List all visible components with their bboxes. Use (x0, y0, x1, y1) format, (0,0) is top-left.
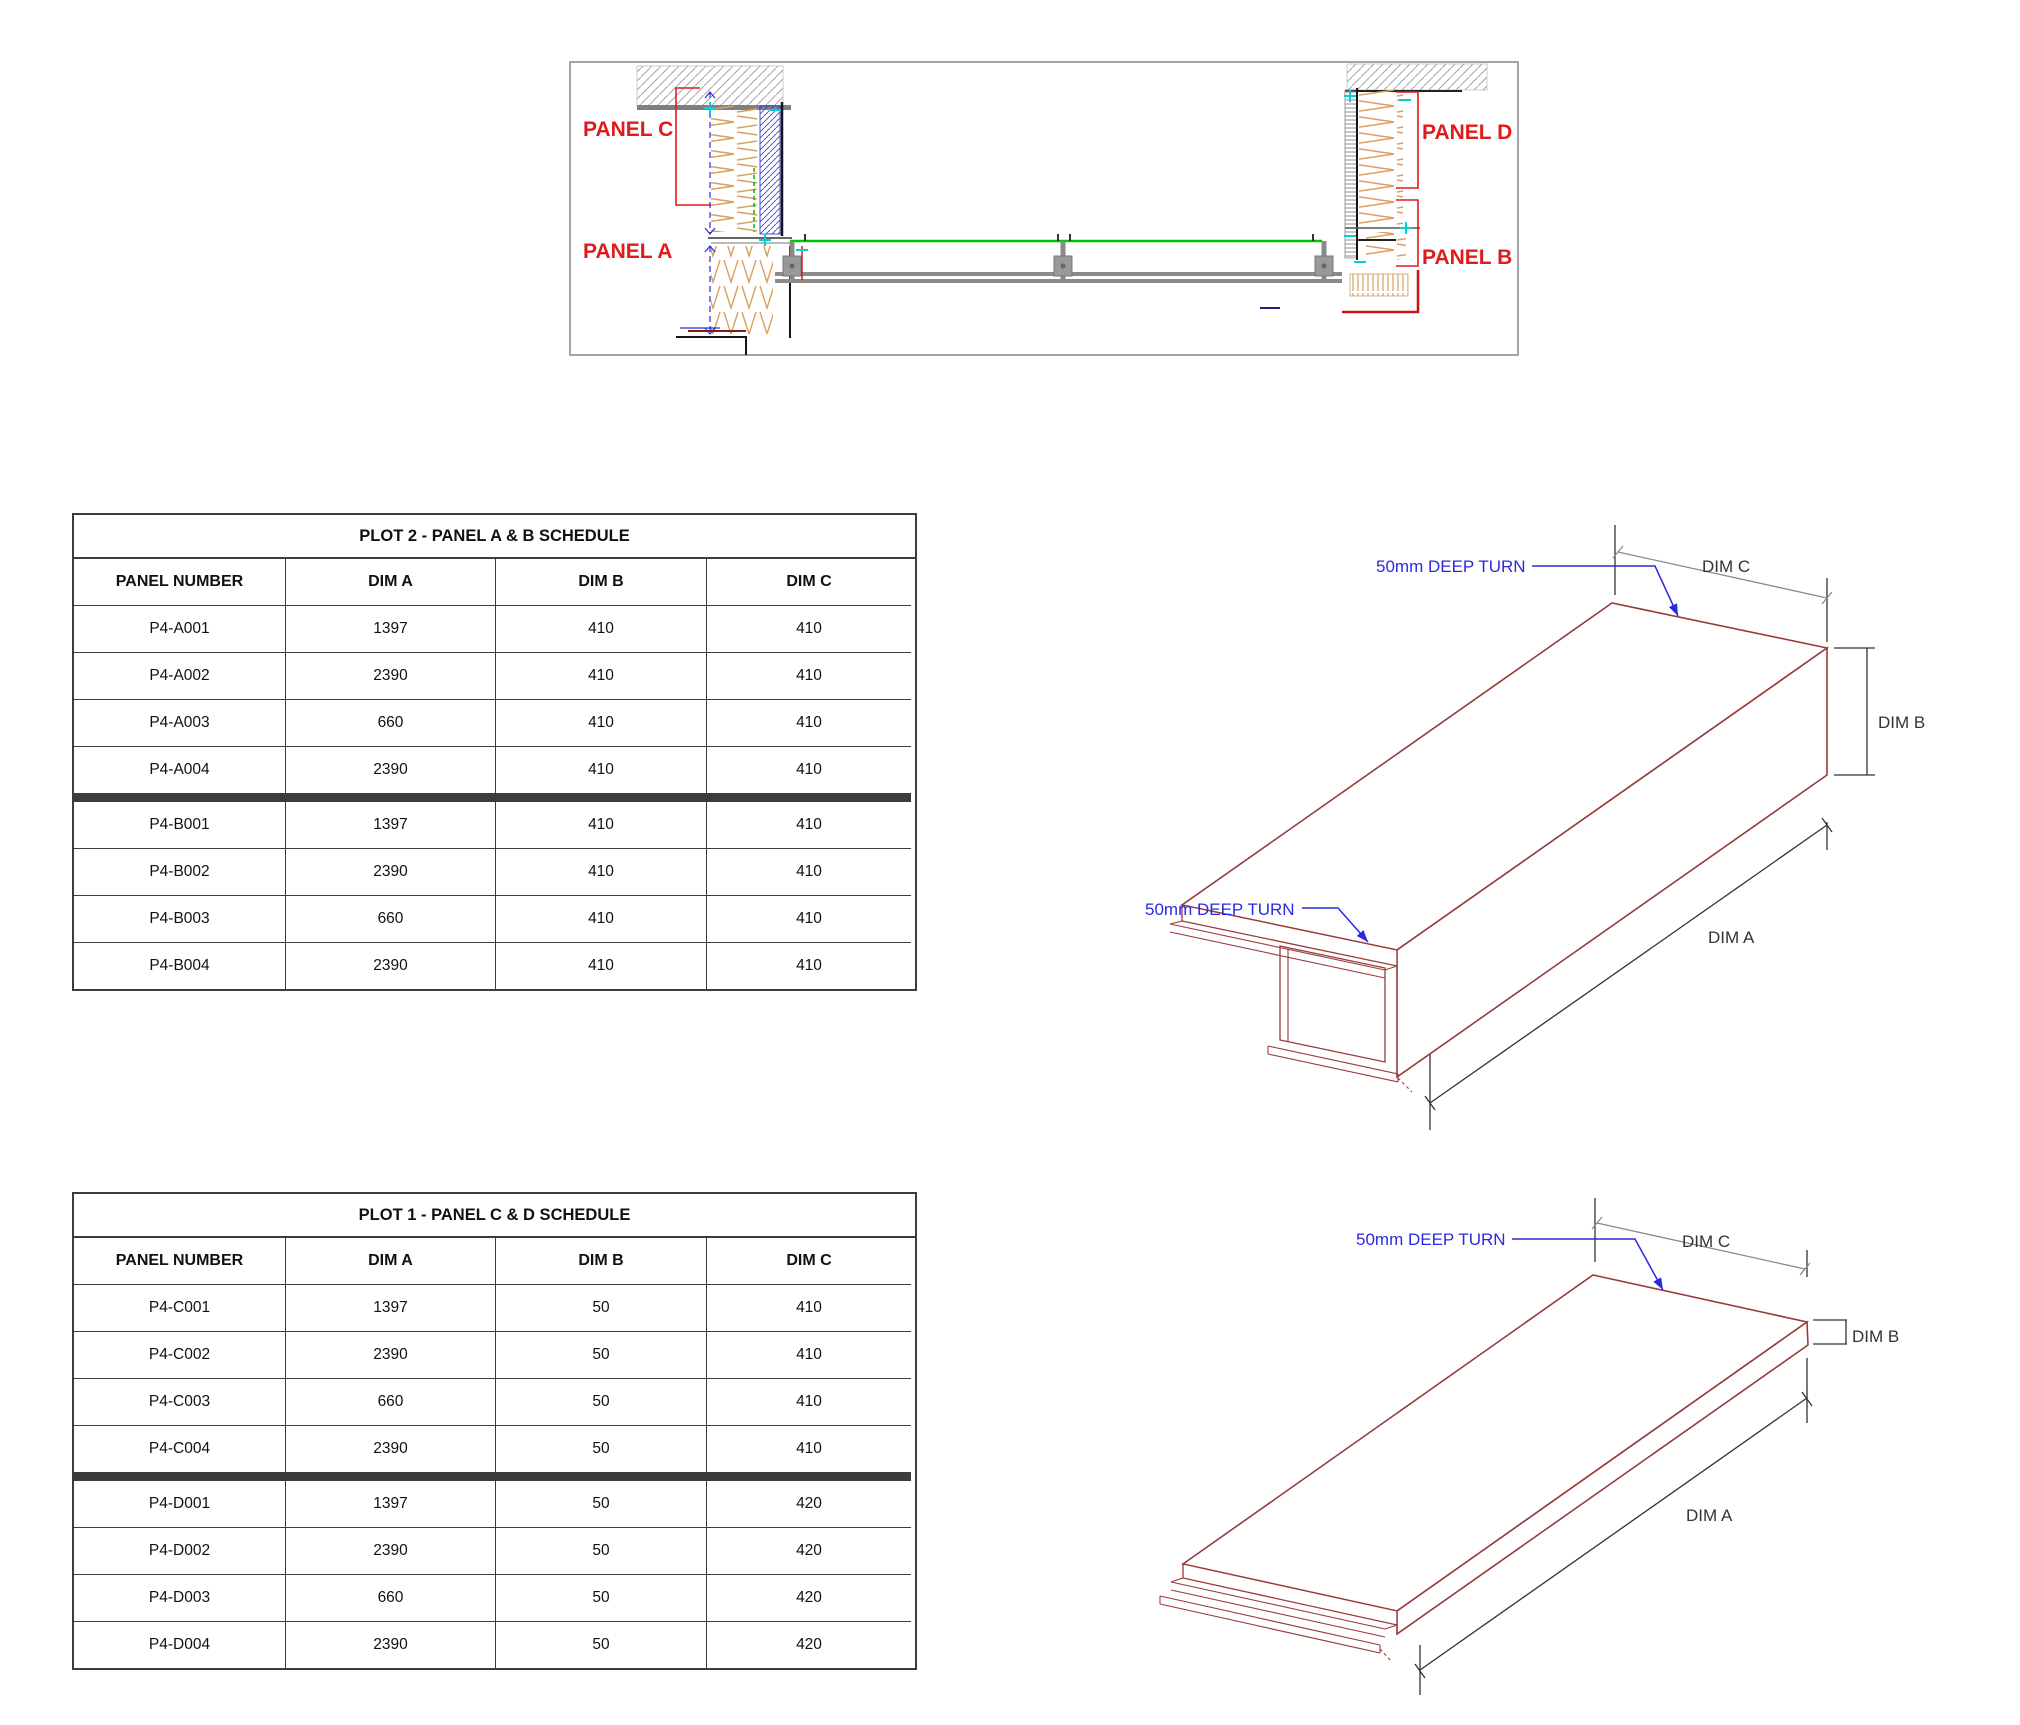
dim-a-label: DIM A (1686, 1506, 1733, 1525)
schedule-group-separator (74, 794, 911, 802)
schedule-cell: 410 (496, 896, 707, 943)
schedule-group-separator (74, 1473, 911, 1481)
schedule-col-header: DIM B (496, 559, 707, 606)
schedule-cell: 410 (496, 802, 707, 849)
schedule-col-header: PANEL NUMBER (74, 1238, 286, 1285)
schedule-col-header: DIM C (707, 559, 911, 606)
panel-d-label: PANEL D (1422, 121, 1513, 144)
slab-hatch-right (1345, 64, 1487, 91)
schedule-cell: 410 (496, 849, 707, 896)
schedule-cell: 420 (707, 1481, 911, 1528)
schedule-cell: 50 (496, 1622, 707, 1668)
schedule-cell: P4-B002 (74, 849, 286, 896)
schedule-grid (74, 559, 915, 989)
isometric-panel-deep (1130, 500, 2020, 1140)
schedule-cell: 410 (707, 700, 911, 747)
schedule-cell: P4-A001 (74, 606, 286, 653)
panel-body (1183, 1275, 1808, 1634)
schedule-cell: 1397 (286, 1481, 496, 1528)
panel-b-label: PANEL B (1422, 246, 1513, 269)
schedule-cell: 1397 (286, 802, 496, 849)
schedule-cell: 50 (496, 1575, 707, 1622)
schedule-cell: 660 (286, 896, 496, 943)
schedule-cell: P4-C001 (74, 1285, 286, 1332)
panel-body (1182, 603, 1827, 1077)
schedule-cell: 50 (496, 1528, 707, 1575)
schedule-title: PLOT 2 - PANEL A & B SCHEDULE (74, 515, 915, 559)
dim-b-label: DIM B (1852, 1327, 1900, 1346)
panel-c-label: PANEL C (583, 118, 674, 141)
schedule-cell: 420 (707, 1528, 911, 1575)
schedule-cell: P4-A002 (74, 653, 286, 700)
schedule-cell: 50 (496, 1426, 707, 1473)
schedule-cell: 2390 (286, 849, 496, 896)
slab-hatch-left (637, 66, 791, 110)
schedule-cell: 410 (707, 849, 911, 896)
schedule-col-header: DIM B (496, 1238, 707, 1285)
schedule-cell: 420 (796, 1636, 822, 1653)
schedule-cell: 410 (496, 700, 707, 747)
schedule-cell: P4-D004 (74, 1622, 286, 1668)
deep-turn-label-top: 50mm DEEP TURN (1356, 1230, 1506, 1249)
schedule-cell: 410 (496, 747, 707, 794)
schedule-cell: 410 (707, 606, 911, 653)
schedule-cell: 410 (707, 802, 911, 849)
schedule-cell: 50 (496, 1481, 707, 1528)
schedule-col-header: DIM A (286, 559, 496, 606)
schedule-cell: 2390 (286, 1622, 496, 1668)
schedule-cell: P4-C003 (74, 1379, 286, 1426)
schedule-cell: 1397 (286, 606, 496, 653)
schedule-cell: 1397 (286, 1285, 496, 1332)
section-detail-drawing (560, 50, 1530, 370)
schedule-cell: 410 (796, 957, 822, 974)
schedule-cell: 2390 (286, 1332, 496, 1379)
schedule-cell: 410 (707, 1426, 911, 1473)
schedule-table-plot1 (72, 1192, 917, 1670)
schedule-cell: P4-D001 (74, 1481, 286, 1528)
schedule-cell: 2390 (286, 747, 496, 794)
schedule-cell: 420 (707, 1575, 911, 1622)
schedule-cell: 410 (496, 606, 707, 653)
schedule-cell: P4-B004 (74, 943, 286, 989)
schedule-table-plot2 (72, 513, 917, 991)
schedule-cell: 50 (496, 1332, 707, 1379)
dim-c-label: DIM C (1682, 1232, 1731, 1251)
schedule-cell: P4-B003 (74, 896, 286, 943)
schedule-cell: 410 (707, 1332, 911, 1379)
schedule-cell: 410 (707, 747, 911, 794)
isometric-panel-flat (1130, 1150, 2020, 1725)
schedule-cell: 660 (286, 1379, 496, 1426)
schedule-cell: 410 (707, 896, 911, 943)
schedule-cell: 2390 (286, 1528, 496, 1575)
schedule-cell: 660 (286, 700, 496, 747)
schedule-cell: P4-A004 (74, 747, 286, 794)
schedule-col-header: DIM C (707, 1238, 911, 1285)
schedule-grid (74, 1238, 915, 1668)
schedule-cell: 2390 (286, 653, 496, 700)
schedule-cell: 410 (707, 653, 911, 700)
schedule-cell: P4-A003 (74, 700, 286, 747)
schedule-col-header: PANEL NUMBER (74, 559, 286, 606)
deep-turn-label-top: 50mm DEEP TURN (1376, 557, 1526, 576)
dim-a-label: DIM A (1708, 928, 1755, 947)
schedule-cell: 410 (496, 943, 707, 989)
schedule-cell: 410 (707, 1379, 911, 1426)
schedule-cell: P4-C004 (74, 1426, 286, 1473)
panel-a-label: PANEL A (583, 240, 673, 263)
dim-c-label: DIM C (1702, 557, 1751, 576)
schedule-cell: P4-C002 (74, 1332, 286, 1379)
schedule-cell: 2390 (286, 943, 496, 989)
schedule-cell: 50 (496, 1379, 707, 1426)
schedule-title: PLOT 1 - PANEL C & D SCHEDULE (74, 1194, 915, 1238)
schedule-cell: P4-D002 (74, 1528, 286, 1575)
schedule-cell: 410 (707, 1285, 911, 1332)
schedule-cell: 50 (496, 1285, 707, 1332)
schedule-cell: P4-B001 (74, 802, 286, 849)
schedule-cell: 660 (286, 1575, 496, 1622)
dim-b-label: DIM B (1878, 713, 1926, 732)
deep-turn-label-bottom: 50mm DEEP TURN (1145, 900, 1295, 919)
schedule-cell: 410 (496, 653, 707, 700)
schedule-cell: P4-D003 (74, 1575, 286, 1622)
schedule-col-header: DIM A (286, 1238, 496, 1285)
schedule-cell: 2390 (286, 1426, 496, 1473)
